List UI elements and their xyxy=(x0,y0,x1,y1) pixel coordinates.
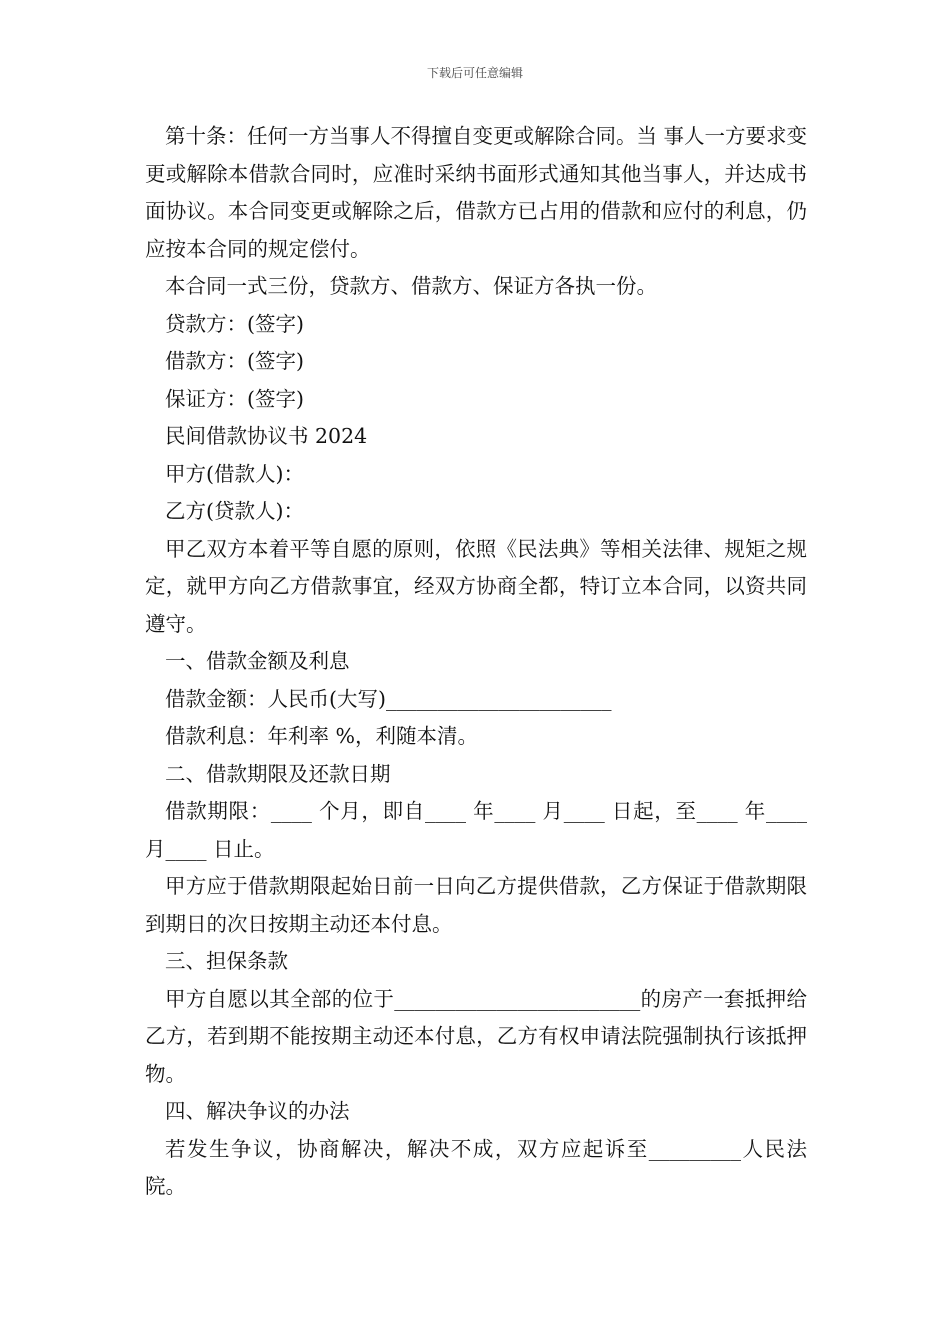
guarantor-signature-line: 保证方：(签字) xyxy=(165,386,304,411)
collateral-paragraph: 甲方自愿以其全部的位于________________________的房产一套抵押给乙方，若到期不能按期主动还本付息，乙方有权申请法院强制执行该抵押物。 xyxy=(145,986,807,1086)
dispute-paragraph: 若发生争议，协商解决，解决不成，双方应起诉至_________人民法院。 xyxy=(145,1136,807,1198)
lender-signature-line: 贷款方：(签字) xyxy=(165,311,304,336)
section-two-heading: 二、借款期限及还款日期 xyxy=(165,761,391,786)
page-header: 下载后可任意编辑 xyxy=(426,66,523,80)
loan-term-paragraph: 借款期限：____ 个月，即自____ 年____ 月____ 日起，至____ 年____ 月____ 日止。 xyxy=(145,799,814,861)
loan-interest-line: 借款利息：年利率 %，利随本清。 xyxy=(165,724,478,748)
document-body xyxy=(145,118,814,1206)
agreement-title: 民间借款协议书 2024 xyxy=(165,424,368,448)
loan-delivery-paragraph: 甲方应于借款期限起始日前一日向乙方提供借款，乙方保证于借款期限到期日的次日按期主动还本付息。 xyxy=(145,874,807,936)
party-b-line: 乙方(贷款人)： xyxy=(165,499,304,523)
section-one-heading: 一、借款金额及利息 xyxy=(165,649,350,673)
clause-ten-paragraph: 第十条：任何一方当事人不得擅自变更或解除合同。当 事人一方要求变更或解除本借款合同时，应准时采纳书面形式通知其他当事人，并达成书面协议。本合同变更或解除之后，借款方已占用的借款和应付的利息，仍应按本合同的规定偿付。 xyxy=(145,124,808,261)
borrower-signature-line: 借款方：(签字) xyxy=(165,349,304,373)
section-three-heading: 三、担保条款 xyxy=(165,949,288,973)
section-four-heading: 四、解决争议的办法 xyxy=(165,1099,350,1123)
loan-amount-line: 借款金额：人民币(大写)______________________ xyxy=(165,686,612,711)
copies-paragraph: 本合同一式三份，贷款方、借款方、保证方各执一份。 xyxy=(165,274,657,298)
party-a-line: 甲方(借款人)： xyxy=(165,461,304,486)
preamble-paragraph: 甲乙双方本着平等自愿的原则，依照《民法典》等相关法律、规矩之规定，就甲方向乙方借款事宜，经双方协商全都，特订立本合同，以资共同遵守。 xyxy=(145,536,807,636)
